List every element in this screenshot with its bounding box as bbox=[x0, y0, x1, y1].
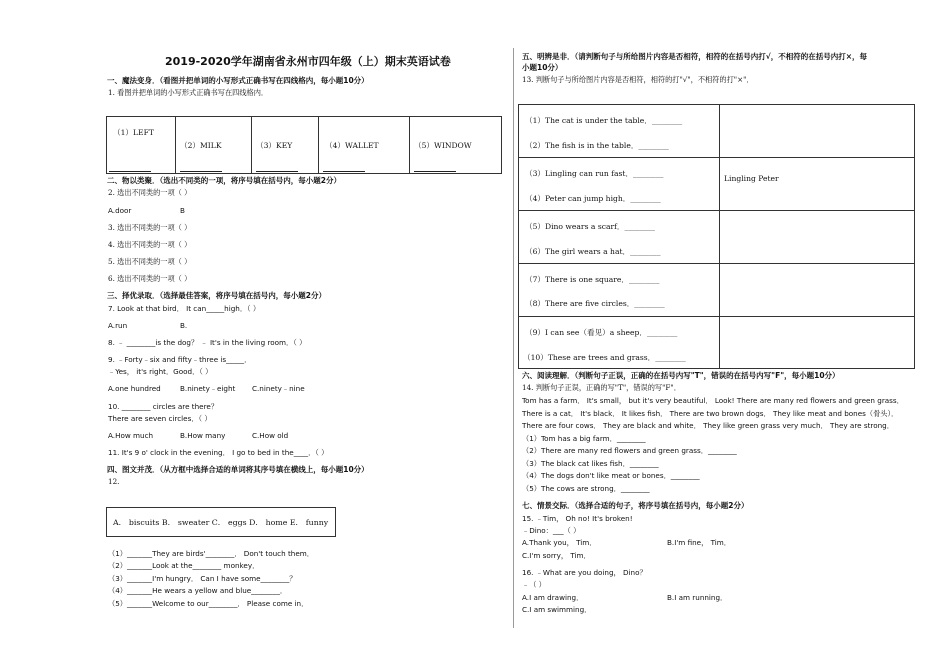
question-16: 16. ﹣What are you doing， Dino？ bbox=[522, 568, 647, 577]
question-5: 5. 选出不同类的一项（ ） bbox=[108, 257, 192, 266]
section5-heading-cont: 小题10分） bbox=[522, 63, 563, 72]
statement: （5）Dino wears a scarf．________ bbox=[525, 222, 655, 231]
word-cell bbox=[176, 117, 252, 174]
answer-line[interactable] bbox=[414, 171, 456, 172]
option-b[interactable]: B.How many bbox=[180, 431, 226, 440]
statement: （8）There are five circles．________ bbox=[525, 299, 665, 308]
section5-heading: 五、明辨是非．（请判断句子与所给图片内容是否相符，相符的在括号内打√，不相符的在括号内打×，每 bbox=[522, 52, 868, 61]
statement: （9）I can see（看见）a sheep．________ bbox=[525, 328, 678, 337]
option-a[interactable]: A.Thank you， Tim． bbox=[522, 538, 597, 547]
section4-heading: 四、图文并茂．（从方框中选择合适的单词将其序号填在横线上，每小题10分） bbox=[107, 465, 369, 474]
statement: （7）There is one square．________ bbox=[525, 275, 660, 284]
section5-instruction: 13. 判断句子与所给图片内容是否相符，相符的打"√"，不相符的打"×"． bbox=[522, 75, 754, 84]
picture-cell bbox=[720, 158, 915, 211]
option-c[interactable]: C.I am swimming． bbox=[522, 605, 592, 614]
section3-heading: 三、择优录取．（选择最佳答案，将序号填在括号内，每小题2分） bbox=[107, 291, 326, 300]
option-c[interactable]: C.ninety﹣nine bbox=[252, 384, 305, 393]
tf-item: （1）Tom has a big farm．________ bbox=[522, 434, 646, 443]
word-cell bbox=[107, 117, 176, 174]
question-11: 11. It's 9 o' clock in the evening． I go to bed in the____．（ ） bbox=[108, 448, 329, 457]
statement: （3）Lingling can run fast．________ bbox=[525, 169, 664, 178]
question-16-reply: ﹣（ ） bbox=[522, 580, 546, 589]
option-a[interactable]: A.How much bbox=[108, 431, 154, 440]
question-10-reply: There are seven circles．（ ） bbox=[108, 414, 212, 423]
statement-cell bbox=[519, 105, 720, 158]
picture-cell bbox=[720, 264, 915, 317]
answer-line[interactable] bbox=[109, 171, 151, 172]
option-a[interactable]: A.run bbox=[108, 321, 128, 330]
fill-item: （5）_______Welcome to our________． Please come in． bbox=[108, 599, 309, 608]
word-cell bbox=[252, 117, 319, 174]
question-15: 15. ﹣Tim， Oh no! It's broken! bbox=[522, 514, 633, 523]
option-b[interactable]: B.ninety﹣eight bbox=[180, 384, 236, 393]
option-b[interactable]: B.I am running． bbox=[667, 593, 728, 602]
statement: （2）The fish is in the table．________ bbox=[525, 141, 669, 150]
picture-cell bbox=[720, 317, 915, 369]
statement: （10）These are trees and grass．________ bbox=[523, 353, 686, 362]
tf-item: （2）There are many red flowers and green grass．________ bbox=[522, 446, 737, 455]
fill-item: （2）_______Look at the________ monkey． bbox=[108, 561, 260, 570]
picture-caption: Lingling Peter bbox=[724, 174, 779, 183]
answer-line[interactable] bbox=[256, 171, 298, 172]
section7-heading: 七、情景交际．（选择合适的句子，将序号填在括号内，每小题2分） bbox=[522, 501, 749, 510]
option-a[interactable]: A.one hundred bbox=[108, 384, 161, 393]
word-cell bbox=[410, 117, 502, 174]
word-label: （1）LEFT bbox=[113, 128, 154, 137]
question-7: 7. Look at that bird． It can_____high．（ ） bbox=[108, 304, 261, 313]
word-bank-box bbox=[106, 507, 336, 537]
statement: （1）The cat is under the table．________ bbox=[525, 116, 683, 125]
statement: （4）Peter can jump high．________ bbox=[525, 194, 661, 203]
option-b[interactable]: B. bbox=[180, 321, 188, 330]
answer-line[interactable] bbox=[180, 171, 222, 172]
tf-item: （4）The dogs don't like meat or bones．________ bbox=[522, 471, 700, 480]
question-6: 6. 选出不同类的一项（ ） bbox=[108, 274, 192, 283]
section1-instruction: 1. 看图并把单词的小写形式正确书写在四线格内． bbox=[108, 88, 269, 97]
statement-cell bbox=[519, 158, 720, 211]
word-label: （3）KEY bbox=[256, 141, 293, 150]
judge-table bbox=[518, 104, 915, 369]
question-8: 8. ﹣ ________is the dog？ ﹣ It's in the living room．（ ） bbox=[108, 338, 307, 347]
word-cell bbox=[319, 117, 410, 174]
question-10: 10. ________ circles are there？ bbox=[108, 402, 219, 411]
answer-line[interactable] bbox=[323, 171, 365, 172]
section1-heading: 一、魔法变身．（看图并把单词的小写形式正确书写在四线格内，每小题10分） bbox=[107, 76, 369, 85]
statement-cell bbox=[519, 211, 720, 264]
word-label: （2）MILK bbox=[180, 141, 222, 150]
fill-item: （4）_______He wears a yellow and blue________． bbox=[108, 586, 288, 595]
picture-cell bbox=[720, 211, 915, 264]
tf-item: （3）The black cat likes fish．________ bbox=[522, 459, 659, 468]
statement-cell bbox=[519, 317, 720, 369]
option-c[interactable]: C.How old bbox=[252, 431, 289, 440]
statement-cell bbox=[519, 264, 720, 317]
reading-passage: Tom has a farm． It's small， but it's very beautiful． Look! There are many red flowers and green grass． There is a cat． It's black． It likes fish． There are two brown dogs． They like meat and bones（骨头）． There are four cows． They are black and white． They like green grass very much． They are strong． bbox=[522, 396, 904, 431]
word-table bbox=[106, 116, 502, 174]
word-label: （5）WINDOW bbox=[414, 141, 472, 150]
question-2: 2. 选出不同类的一项（ ） bbox=[108, 188, 192, 197]
question-14: 14. 判断句子正误，正确的写"T"，错误的写"F"． bbox=[522, 383, 681, 392]
word-label: （4）WALLET bbox=[325, 141, 379, 150]
question-12: 12. bbox=[108, 477, 120, 486]
option-b[interactable]: B bbox=[180, 206, 185, 215]
question-4: 4. 选出不同类的一项（ ） bbox=[108, 240, 192, 249]
page-title: 2019-2020学年湖南省永州市四年级（上）期末英语试卷 bbox=[165, 55, 451, 68]
column-divider bbox=[513, 48, 514, 628]
option-c[interactable]: C.I'm sorry， Tim． bbox=[522, 551, 591, 560]
question-15-reply: ﹣Dino：___（ ） bbox=[522, 526, 581, 535]
question-9-reply: ﹣Yes， it's right．Good．（ ） bbox=[108, 367, 213, 376]
fill-item: （1）_______They are birds'________． Don't touch them． bbox=[108, 549, 314, 558]
statement: （6）The girl wears a hat．________ bbox=[525, 247, 661, 256]
option-b[interactable]: B.I'm fine， Tim． bbox=[667, 538, 731, 547]
section2-heading: 二、物以类聚．（选出不同类的一项，将序号填在括号内，每小题2分） bbox=[107, 176, 341, 185]
option-a[interactable]: A.door bbox=[108, 206, 132, 215]
picture-cell bbox=[720, 105, 915, 158]
section6-heading: 六、阅读理解．（判断句子正误，正确的在括号内写"T"，错误的在括号内写"F"，每小题10分） bbox=[522, 371, 840, 380]
fill-item: （3）_______I'm hungry． Can I have some________？ bbox=[108, 574, 297, 583]
tf-item: （5）The cows are strong．________ bbox=[522, 484, 650, 493]
word-bank-text: A． biscuits B． sweater C． eggs D． home E． funny bbox=[113, 518, 329, 527]
option-a[interactable]: A.I am drawing． bbox=[522, 593, 584, 602]
question-9: 9. ﹣Forty﹣six and fifty﹣three is_____． bbox=[108, 355, 252, 364]
question-3: 3. 选出不同类的一项（ ） bbox=[108, 223, 192, 232]
